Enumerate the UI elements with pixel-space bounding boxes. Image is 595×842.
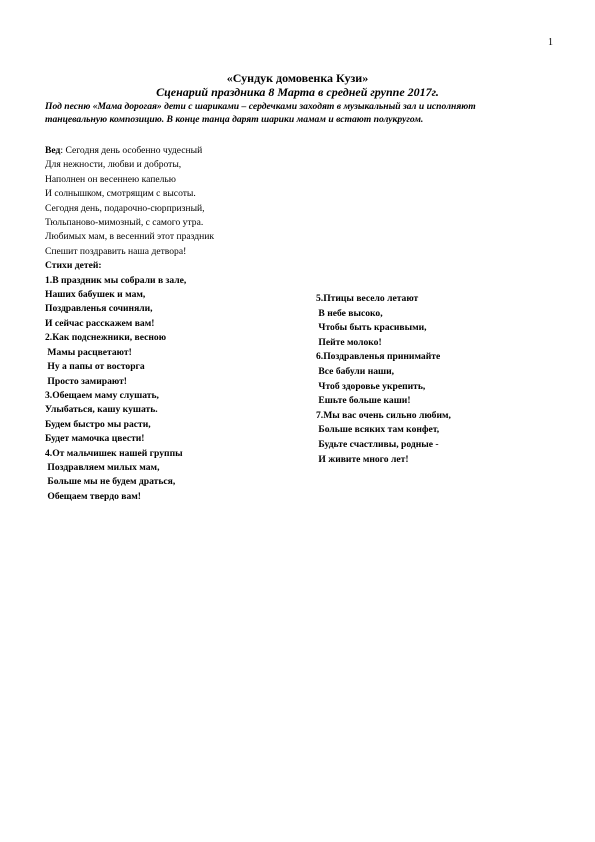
poem-line: Все бабули наши,	[316, 365, 395, 377]
host-line: Сегодня день, подарочно-сюрпризный,	[45, 202, 205, 214]
poem-line: Чтобы быть красивыми,	[316, 322, 427, 334]
poem-line: 1.В праздник мы собрали в зале,	[45, 274, 187, 286]
poem-line: Будем быстро мы расти,	[45, 418, 151, 430]
poem-line: Поздравленья сочиняли,	[45, 303, 153, 315]
document-subtitle: Сценарий праздника 8 Марта в средней группе 2017г.	[156, 85, 439, 99]
intro-paragraph: Под песню «Мама дорогая» дети с шариками – сердечками заходят в музыкальный зал и исполняют танцевальную композицию. В конце танца дарят шарики мамам и встают полукругом.	[45, 101, 476, 125]
host-line: Спешит поздравить наша детвора!	[45, 245, 187, 257]
host-speaker: Вед	[45, 145, 61, 156]
poem-line: Будет мамочка цвести!	[45, 433, 145, 445]
poem-line: Ну а папы от восторга	[45, 361, 145, 373]
host-line: Наполнен он весеннею капелью	[45, 173, 176, 185]
right-column	[316, 292, 536, 467]
poem-line: И живите много лет!	[316, 453, 409, 465]
poem-line: Чтоб здоровье укрепить,	[316, 380, 426, 392]
poem-line: Наших бабушек и мам,	[45, 289, 146, 301]
poem-line: Пейте молоко!	[316, 336, 382, 348]
poem-line: В небе высоко,	[316, 307, 383, 319]
poem-line: Улыбаться, кашу кушать.	[45, 404, 158, 416]
host-line-0	[45, 144, 305, 158]
poem-line: Будьте счастливы, родные -	[316, 438, 439, 450]
poem-line: Мамы расцветают!	[45, 346, 132, 358]
host-line: И солнышком, смотрящим с высоты.	[45, 188, 196, 200]
host-line: Любимых мам, в весенний этот праздник	[45, 231, 215, 243]
poem-line: 3.Обещаем маму слушать,	[45, 389, 159, 401]
poems-heading: Стихи детей:	[45, 260, 102, 272]
poem-line: 7.Мы вас очень сильно любим,	[316, 409, 451, 421]
poem-line: Просто замирают!	[45, 375, 127, 387]
host-line: Тюльпаново-мимозный, с самого утра.	[45, 217, 204, 229]
poem-line: 5.Птицы весело летают	[316, 293, 419, 304]
poem-line: И сейчас расскажем вам!	[45, 317, 155, 329]
poem-line: Больше всяких там конфет,	[316, 424, 440, 436]
poem-line: Поздравляем милых мам,	[45, 461, 160, 473]
document-title: «Сундук домовенка Кузи»	[226, 71, 369, 85]
poem-line: Ешьте больше каши!	[316, 395, 411, 407]
poem-line: Больше мы не будем драться,	[45, 476, 176, 488]
host-line: Для нежности, любви и доброты,	[45, 159, 182, 171]
poem-line: Обещаем твердо вам!	[45, 490, 141, 502]
poem-line: 6.Поздравленья принимайте	[316, 351, 441, 363]
poem-line: 2.Как подснежники, весною	[45, 332, 167, 344]
host-line-text: : Сегодня день особенно чудесный	[60, 145, 203, 156]
page-number: 1	[548, 37, 553, 48]
left-column	[45, 144, 305, 504]
poem-line: 4.От мальчишек нашей группы	[45, 447, 183, 459]
